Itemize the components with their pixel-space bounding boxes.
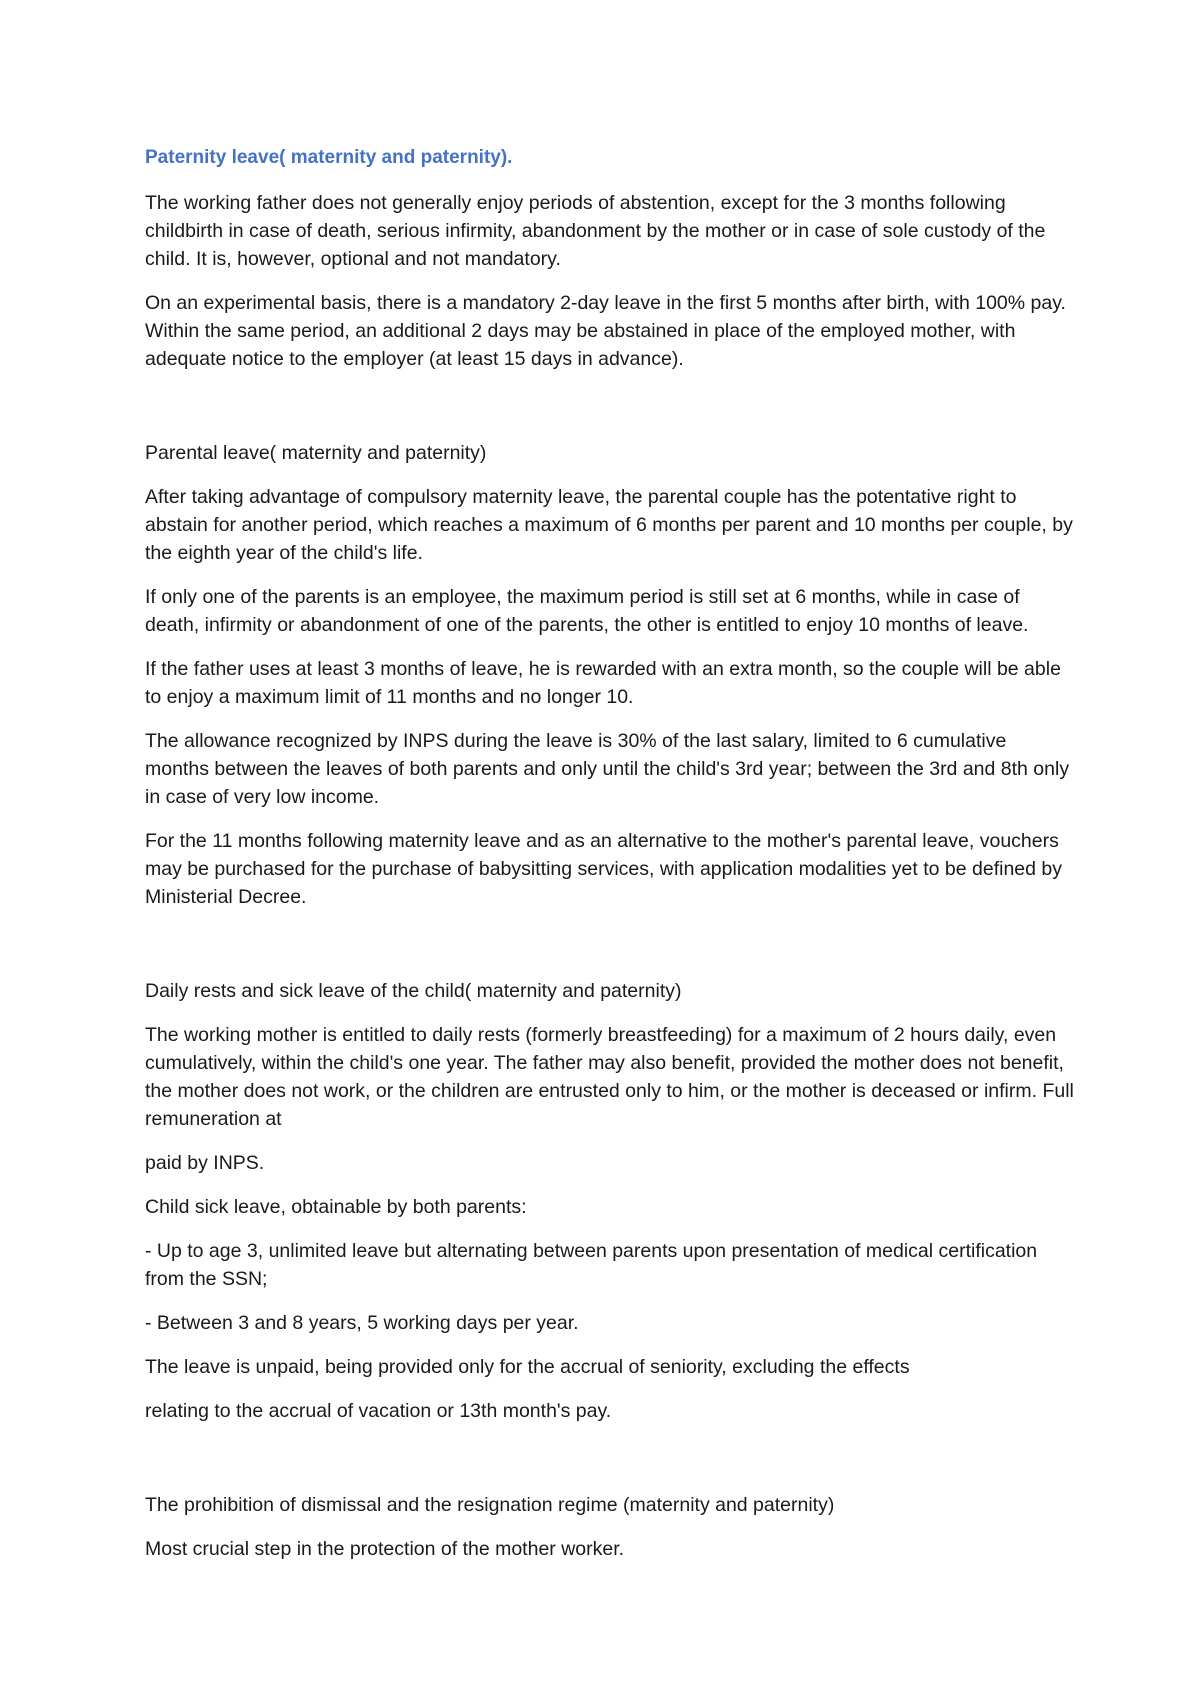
paragraph: The working mother is entitled to daily rests (formerly breastfeeding) for a maximum of 2 hours daily, even cumulatively, within the child's one year. The father may also benefit, provided the mother does not benefit, the mother does not work, or the children are entrusted only to him, or the mother is deceased or infirm. Full remuneration at	[145, 1024, 1074, 1130]
paragraph: Child sick leave, obtainable by both parents:	[145, 1196, 527, 1218]
paragraph: After taking advantage of compulsory maternity leave, the parental couple has the potentative right to abstain for another period, which reaches a maximum of 6 months per parent and 10 months per couple, by the eighth year of the child's life.	[145, 486, 1073, 564]
paragraph: If only one of the parents is an employee, the maximum period is still set at 6 months, while in case of death, infirmity or abandonment of one of the parents, the other is entitled to enjoy 10 months of leave.	[145, 586, 1029, 636]
list-item: - Up to age 3, unlimited leave but alternating between parents upon presentation of medical certification from the SSN;	[145, 1240, 1038, 1290]
paragraph: The leave is unpaid, being provided only for the accrual of seniority, excluding the effects	[145, 1356, 910, 1378]
paragraph: Most crucial step in the protection of the mother worker.	[145, 1538, 625, 1560]
section-spacer	[145, 1441, 1075, 1491]
list-item: - Between 3 and 8 years, 5 working days per year.	[145, 1312, 579, 1334]
paragraph: The allowance recognized by INPS during the leave is 30% of the last salary, limited to 6 cumulative months between the leaves of both parents and only until the child's 3rd year; between the 3rd and 8th only in case of very low income.	[145, 730, 1070, 808]
section-heading-parental-leave: Parental leave( maternity and paternity)	[145, 442, 487, 464]
paragraph: relating to the accrual of vacation or 13th month's pay.	[145, 1400, 612, 1422]
section-spacer	[145, 389, 1075, 439]
paragraph: On an experimental basis, there is a mandatory 2-day leave in the first 5 months after birth, with 100% pay. Within the same period, an additional 2 days may be abstained in place of the employed mother, with adequate notice to the employer (at least 15 days in advance).	[145, 292, 1066, 370]
section-heading-paternity-leave: Paternity leave( maternity and paternity).	[145, 147, 513, 168]
paragraph: If the father uses at least 3 months of leave, he is rewarded with an extra month, so the couple will be able to enjoy a maximum limit of 11 months and no longer 10.	[145, 658, 1061, 708]
section-heading-prohibition-of-dismissal: The prohibition of dismissal and the resignation regime (maternity and paternity)	[145, 1494, 835, 1516]
section-heading-daily-rests: Daily rests and sick leave of the child( maternity and paternity)	[145, 980, 682, 1002]
document-body	[145, 132, 1075, 1579]
section-spacer	[145, 927, 1075, 977]
paragraph: For the 11 months following maternity leave and as an alternative to the mother's parental leave, vouchers may be purchased for the purchase of babysitting services, with application modalities yet to be defined by Ministerial Decree.	[145, 830, 1063, 908]
paragraph: paid by INPS.	[145, 1152, 265, 1174]
paragraph: The working father does not generally enjoy periods of abstention, except for the 3 months following childbirth in case of death, serious infirmity, abandonment by the mother or in case of sole custody of the child. It is, however, optional and not mandatory.	[145, 192, 1046, 270]
